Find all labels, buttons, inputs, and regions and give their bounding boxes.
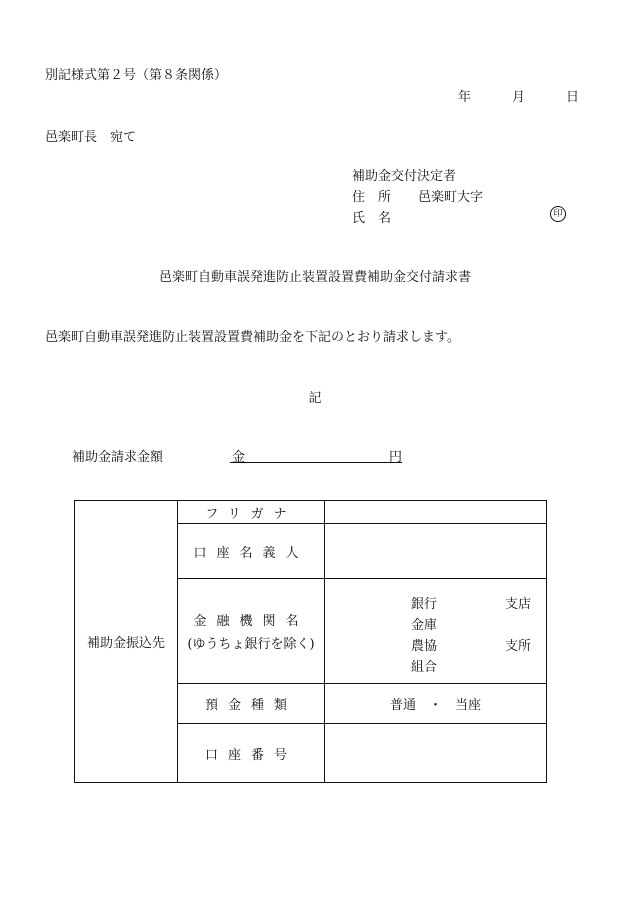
shinkin-option: 金庫 <box>411 618 438 633</box>
request-text: 邑楽町自動車誤発進防止装置設置費補助金を下記のとおり請求します。 <box>45 330 460 345</box>
form-number: 別記様式第２号（第８条関係） <box>45 68 228 83</box>
institution-note: (ゆうちょ銀行を除く) <box>187 637 315 652</box>
date-year: 年 <box>458 90 472 105</box>
institution-label-cell <box>178 579 325 684</box>
address-value: 邑楽町大字 <box>418 190 484 205</box>
address-label: 住 所 <box>352 190 392 205</box>
branch-store: 支店 <box>505 597 532 612</box>
deposit-type-field[interactable]: 普通 ・ 当座 <box>325 684 547 724</box>
amount-field[interactable] <box>230 446 402 463</box>
deposit-label: 預金種類 <box>178 684 325 724</box>
date-month: 月 <box>512 90 526 105</box>
date-day: 日 <box>566 90 580 105</box>
table-row <box>75 501 547 524</box>
document-title: 邑楽町自動車誤発進防止装置設置費補助金交付請求書 <box>158 270 471 285</box>
kumiai-option: 組合 <box>411 660 438 675</box>
account-number-label: 口座番号 <box>178 724 325 783</box>
furigana-field[interactable] <box>325 501 547 524</box>
holder-label: 口座名義人 <box>178 524 325 579</box>
furigana-label: フリガナ <box>178 501 325 524</box>
amount-label: 補助金請求金額 <box>72 450 164 465</box>
branch-office: 支所 <box>505 639 532 654</box>
institution-field[interactable] <box>325 579 547 684</box>
name-label: 氏 名 <box>352 211 392 226</box>
seal-mark: 印 <box>550 206 566 222</box>
nokyo-option: 農協 <box>411 639 438 654</box>
bank-transfer-table <box>74 500 547 783</box>
institution-label: 金融機関名 <box>193 614 309 629</box>
amount-suffix: 円 <box>388 450 402 465</box>
ki-heading: 記 <box>308 391 322 406</box>
holder-field[interactable] <box>325 524 547 579</box>
addressee: 邑楽町長 宛て <box>45 130 137 145</box>
amount-prefix: 金 <box>232 450 246 465</box>
bank-option: 銀行 <box>411 597 438 612</box>
account-number-field[interactable] <box>325 724 547 783</box>
section-label: 補助金振込先 <box>75 501 178 783</box>
applicant-title: 補助金交付決定者 <box>352 169 457 184</box>
